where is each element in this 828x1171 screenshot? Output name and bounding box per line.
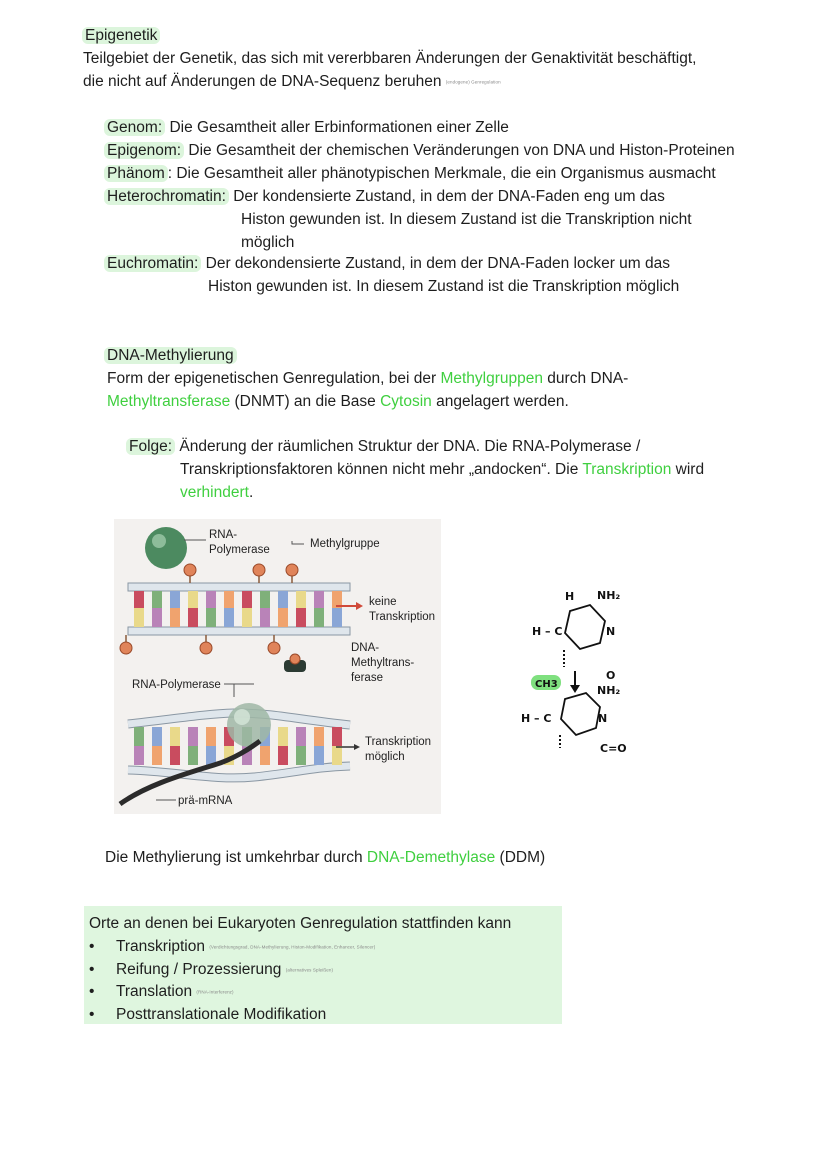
base-rung	[278, 727, 288, 746]
base-rung	[170, 746, 180, 765]
box-title: Orte an denen bei Eukaryoten Genregulation stattfinden kann	[89, 915, 512, 932]
struct-n-top: N	[606, 625, 616, 638]
base-rung	[134, 591, 144, 608]
heading-dna-methylierung: DNA-Methylierung	[107, 344, 237, 367]
methyl-group	[184, 564, 196, 576]
base-rung	[206, 608, 216, 627]
definition-line-2: die nicht auf Änderungen de DNA-Sequenz beruhen (endogene) Genregulation	[83, 73, 501, 90]
box-item-reifung: • Reifung / Prozessierung (alternatives Spleißen)	[89, 961, 334, 978]
methylation-diagram	[114, 519, 441, 814]
methyl-group	[200, 642, 212, 654]
reversible-line: Die Methylierung ist umkehrbar durch DNA-Demethylase (DDM)	[105, 849, 546, 866]
label-rna-polymerase-bottom: RNA-Polymerase	[132, 679, 221, 691]
label-rna-polymerase-top-1: RNA-	[209, 529, 238, 541]
base-rung	[170, 727, 180, 746]
base-rung	[242, 608, 252, 627]
base-rung	[296, 591, 306, 608]
methylierung-line-2: Methyltransferase (DNMT) an die Base Cytosin angelagert werden.	[107, 393, 569, 410]
label-pre-mrna: prä-mRNA	[178, 795, 233, 807]
struct-nh2-bottom: NH₂	[597, 684, 621, 697]
box-item-transkription: • Transkription (Verdichtungsgrad, DNA-Methylierung, Histon-Modifikation, Enhancer, Silencer)	[89, 938, 376, 955]
folge-line-3: verhindert.	[180, 484, 254, 501]
base-rung	[188, 591, 198, 608]
rna-polymerase-ball-bottom	[227, 703, 271, 747]
label-dnmt-2: Methyltrans-	[351, 657, 415, 669]
base-rung	[278, 746, 288, 765]
base-rung	[278, 591, 288, 608]
folge-line-1: Folge: Änderung der räumlichen Struktur der DNA. Die RNA-Polymerase /	[129, 435, 640, 458]
label-keine-1: keine	[369, 596, 397, 608]
base-rung	[152, 746, 162, 765]
base-rung	[170, 591, 180, 608]
base-rung	[260, 746, 270, 765]
base-rung	[206, 591, 216, 608]
struct-o-top: O	[606, 669, 616, 682]
base-rung	[242, 591, 252, 608]
base-rung	[278, 608, 288, 627]
base-rung	[206, 727, 216, 746]
term-heterochromatin: Heterochromatin: Der kondensierte Zustand, in dem der DNA-Faden eng um das	[107, 185, 665, 208]
base-rung	[296, 727, 306, 746]
base-rung	[314, 746, 324, 765]
term-euchromatin: Euchromatin: Der dekondensierte Zustand, in dem der DNA-Faden locker um das	[107, 252, 670, 275]
definition-note: (endogene) Genregulation	[445, 79, 501, 85]
base-rung	[134, 608, 144, 627]
base-rung	[314, 591, 324, 608]
base-rung	[152, 608, 162, 627]
base-rung	[314, 727, 324, 746]
base-rung	[296, 608, 306, 627]
methyl-group	[268, 642, 280, 654]
heterochromatin-line-3: möglich	[241, 234, 295, 251]
struct-nh2-top: NH₂	[597, 589, 621, 602]
label-moeglich-1: Transkription	[365, 736, 432, 748]
term-genom: Genom: Die Gesamtheit aller Erbinformationen einer Zelle	[107, 116, 509, 139]
struct-hc-top: H – C	[532, 625, 563, 638]
label-moeglich-2: möglich	[365, 751, 405, 763]
base-rung	[152, 591, 162, 608]
label-dnmt-1: DNA-	[351, 642, 380, 654]
struct-ch3: CH3	[535, 679, 558, 690]
label-dnmt-3: ferase	[351, 672, 383, 684]
label-keine-2: Transkription	[369, 611, 436, 623]
base-rung	[152, 727, 162, 746]
box-item-translation: • Translation (RNA-Interferenz)	[89, 983, 234, 1000]
term-phaenom: Phänom : Die Gesamtheit aller phänotypischen Merkmale, die ein Organismus ausmacht	[107, 162, 716, 185]
base-rung	[134, 746, 144, 765]
methyl-group	[286, 564, 298, 576]
base-rung	[188, 727, 198, 746]
term-epigenom: Epigenom: Die Gesamtheit der chemischen Veränderungen von DNA und Histon-Proteinen	[107, 139, 735, 162]
folge-line-2: Transkriptionsfaktoren können nicht mehr „andocken“. Die Transkription wird	[180, 461, 705, 478]
struct-h-top: H	[565, 590, 575, 603]
rna-polymerase-ball-top	[145, 527, 187, 569]
struct-hc-bottom: H – C	[521, 712, 552, 725]
cytosine-structure-drawing	[520, 585, 630, 760]
base-rung	[224, 591, 234, 608]
base-rung	[332, 608, 342, 627]
base-rung	[224, 608, 234, 627]
heterochromatin-line-2: Histon gewunden ist. In diesem Zustand ist die Transkription nicht	[241, 211, 692, 228]
base-rung	[332, 746, 342, 765]
base-rung	[260, 591, 270, 608]
base-rung	[170, 608, 180, 627]
base-rung	[206, 746, 216, 765]
struct-n-bottom: N	[598, 712, 608, 725]
heading-epigenetik: Epigenetik	[85, 24, 160, 47]
base-rung	[296, 746, 306, 765]
methylierung-line-1: Form der epigenetischen Genregulation, bei der Methylgruppen durch DNA-	[107, 370, 629, 387]
box-item-posttranslational: • Posttranslationale Modifikation	[89, 1006, 327, 1023]
base-rung	[188, 746, 198, 765]
struct-co-bottom: C=O	[600, 742, 627, 755]
base-rung	[314, 608, 324, 627]
methyl-group	[120, 642, 132, 654]
base-rung	[134, 727, 144, 746]
methyl-group	[253, 564, 265, 576]
definition-line-1: Teilgebiet der Genetik, das sich mit vererbbaren Änderungen der Genaktivität beschäftigt,	[83, 50, 697, 67]
euchromatin-line-2: Histon gewunden ist. In diesem Zustand ist die Transkription möglich	[208, 278, 680, 295]
label-methylgruppe: Methylgruppe	[310, 538, 380, 550]
base-rung	[188, 608, 198, 627]
base-rung	[260, 608, 270, 627]
base-rung	[332, 727, 342, 746]
label-rna-polymerase-top-2: Polymerase	[209, 544, 270, 556]
